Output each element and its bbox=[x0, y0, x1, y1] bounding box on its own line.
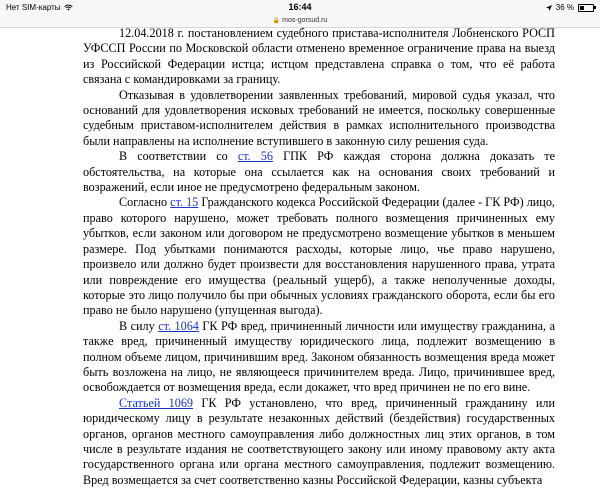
battery-percent: 36 % bbox=[555, 3, 574, 12]
paragraph-5 bbox=[83, 319, 555, 396]
paragraph-3 bbox=[83, 149, 555, 195]
paragraph-4-lead: Согласно bbox=[119, 195, 171, 210]
paragraph-4 bbox=[83, 195, 555, 318]
link-article-1069[interactable]: Статьей 1069 bbox=[119, 395, 194, 410]
paragraph-3-text: ГПК РФ каждая сторона должна доказать те обстоятельства, на которые она ссылается как на основания своих требований и возражений, если иное не предусмотрено федеральным законом. bbox=[83, 149, 556, 195]
paragraph-5-text: ГК РФ вред, причиненный личности или имуществу гражданина, а также вред, причиненный имуществу юридического лица, подлежит возмещению в полном объеме лицом, причинившим вред. Законом обязанность возмещения вреда может быть возложена на лицо, не являющееся причинителем вреда. Лицо, причинившее вред, освобождается от возмещения вреда, если докажет, что вред причинен не по его вине. bbox=[83, 318, 555, 395]
carrier-label: Нет SIM-карты bbox=[6, 3, 61, 12]
link-article-15[interactable]: ст. 15 bbox=[170, 195, 199, 210]
status-bar bbox=[0, 0, 600, 16]
status-right bbox=[546, 3, 594, 12]
link-article-56[interactable]: ст. 56 bbox=[237, 149, 273, 164]
lock-icon: 🔒 bbox=[272, 18, 281, 24]
article-body bbox=[83, 26, 555, 488]
location-arrow-icon bbox=[546, 5, 552, 11]
paragraph-3-lead: В соответствии со bbox=[119, 149, 238, 164]
clock: 16:44 bbox=[288, 2, 312, 12]
paragraph-5-lead: В силу bbox=[119, 318, 159, 333]
paragraph-6 bbox=[83, 396, 555, 488]
paragraph-2: Отказывая в удовлетворении заявленных требований, мировой судья указал, что оснований для удовлетворения исковых требований не имеется, поскольку совершенные судебным приставом-исполнителем действия в рамках исполнительного производства были направлены на исполнение вступившего в законную силу решения суда. bbox=[83, 87, 555, 148]
paragraph-4-text: Гражданского кодекса Российской Федерации (далее - ГК РФ) лицо, право которого нарушено, может требовать полного возмещения причиненных ему убытков, если законом или договором не предусмотрено возмещение убытков в меньшем размере. Под убытками понимаются расходы, которые лицо, чье право нарушено, произвело или должно будет произвести для восстановления нарушенного права, утрата или повреждение его имущества (реальный ущерб), а также неполученные доходы, которые это лицо получило бы при обычных условиях гражданского оборота, если бы его право не было нарушено (упущенная выгода). bbox=[83, 195, 555, 318]
battery-icon bbox=[578, 4, 594, 12]
link-article-1064[interactable]: ст. 1064 bbox=[158, 318, 199, 333]
paragraph-6-text: ГК РФ установлено, что вред, причиненный гражданину или юридическому лицу в результате незаконных действий (бездействия) государственных органов, органов местного самоуправления либо должностных лиц этих органов, в том числе в результате издания не соответствующего закону или иному правовому акту акта государственного органа или органа местного самоуправления, подлежит возмещению. Вред возмещается за счет соответственно казны Российской Федерации, казны субъекта bbox=[83, 395, 556, 487]
url-text[interactable]: mos-gorsud.ru bbox=[282, 17, 328, 24]
paragraph-1: 12.04.2018 г. постановлением судебного пристава-исполнителя Лобненского РОСП УФССП России по Московской области отменено временное ограничение права на выезд из Российской Федерации истца; истцом представлена справка о том, что её работа связана с командировками за границу. bbox=[83, 26, 555, 87]
